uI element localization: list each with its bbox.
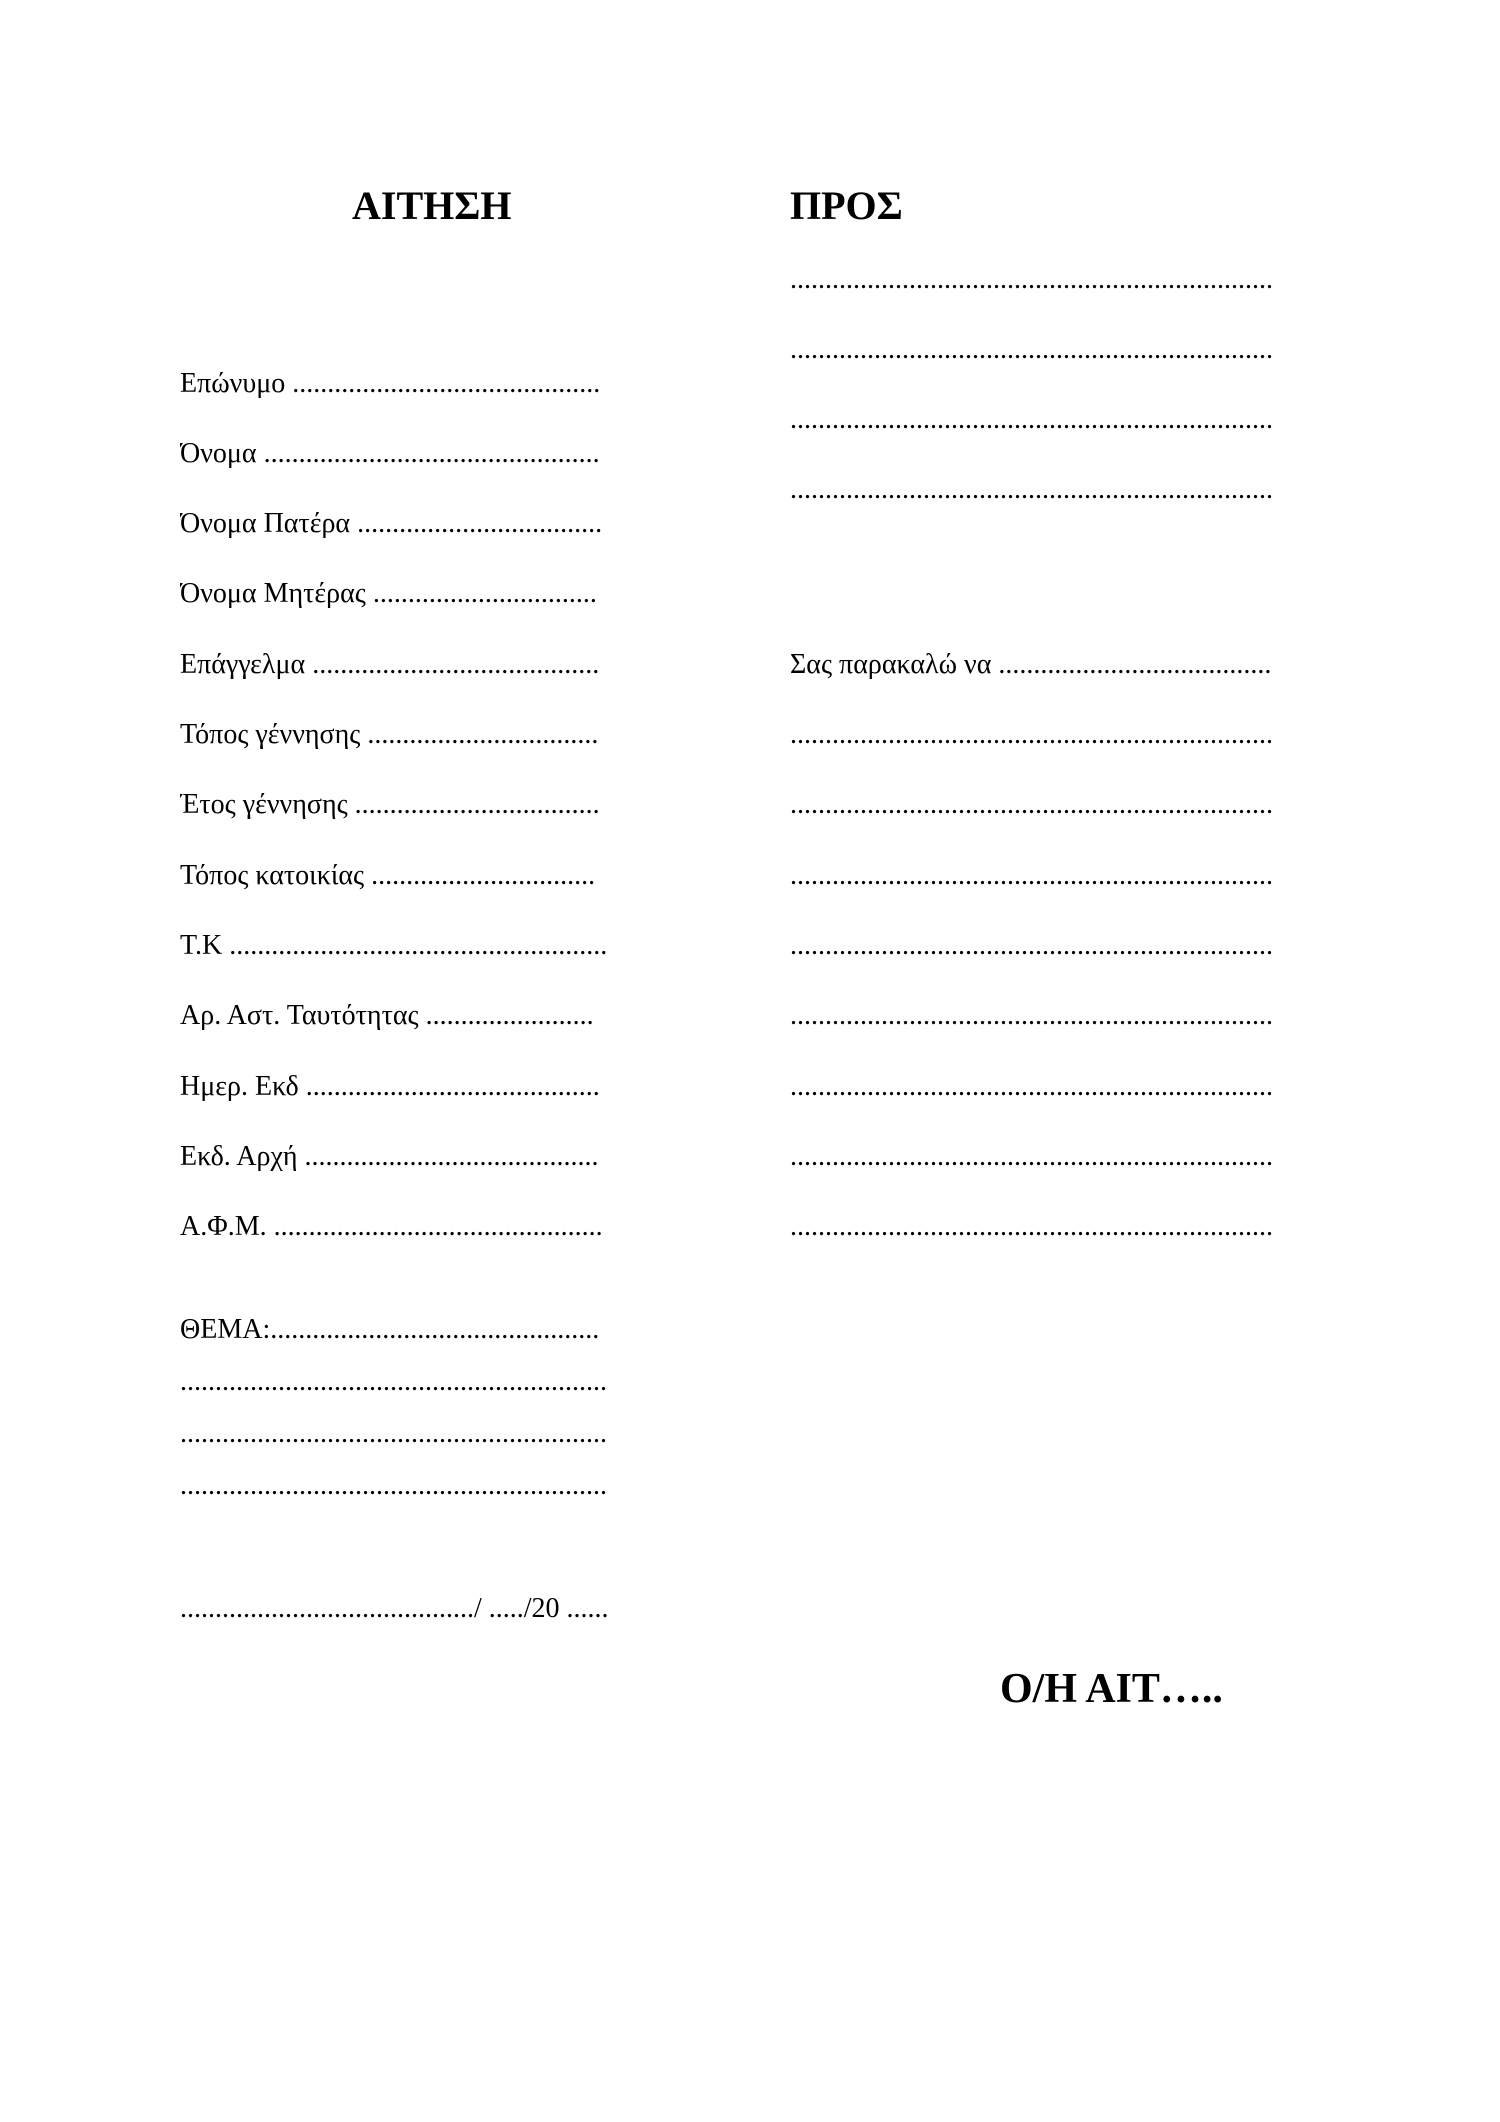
residence-field[interactable]: Τόπος κατοικίας ................................ bbox=[180, 862, 596, 890]
request-line[interactable]: ..................................................................... bbox=[790, 1002, 1273, 1030]
tax-id-field[interactable]: Α.Φ.Μ. ............................................... bbox=[180, 1213, 603, 1241]
issuing-authority-field[interactable]: Εκδ. Αρχή .......................................... bbox=[180, 1143, 599, 1171]
request-line[interactable]: ..................................................................... bbox=[790, 1073, 1273, 1101]
request-line[interactable]: ..................................................................... bbox=[790, 791, 1273, 819]
birthplace-field[interactable]: Τόπος γέννησης ................................. bbox=[180, 721, 599, 749]
mother-name-field[interactable]: Όνομα Μητέρας ................................ bbox=[180, 580, 597, 608]
subject-line[interactable]: ............................................................. bbox=[180, 1472, 607, 1500]
recipient-title: ΠΡΟΣ bbox=[790, 183, 903, 228]
request-line[interactable]: ..................................................................... bbox=[790, 721, 1273, 749]
subject-line[interactable]: ............................................................. bbox=[180, 1420, 607, 1448]
recipient-line[interactable]: ..................................................................... bbox=[790, 476, 1273, 504]
recipient-line[interactable]: ..................................................................... bbox=[790, 266, 1273, 294]
profession-field[interactable]: Επάγγελμα ......................................... bbox=[180, 651, 600, 679]
issue-date-field[interactable]: Ημερ. Εκδ .......................................... bbox=[180, 1073, 600, 1101]
postal-code-field[interactable]: Τ.Κ ...................................................... bbox=[180, 932, 608, 960]
father-name-field[interactable]: Όνομα Πατέρα ................................... bbox=[180, 510, 603, 538]
request-line[interactable]: ..................................................................... bbox=[790, 862, 1273, 890]
application-title: ΑΙΤΗΣΗ bbox=[352, 183, 512, 228]
subject-field[interactable]: ΘΕΜΑ:............................................... bbox=[180, 1316, 600, 1344]
recipient-line[interactable]: ..................................................................... bbox=[790, 406, 1273, 434]
birth-year-field[interactable]: Έτος γέννησης ................................... bbox=[180, 791, 600, 819]
request-line[interactable]: ..................................................................... bbox=[790, 932, 1273, 960]
request-line[interactable]: ..................................................................... bbox=[790, 1143, 1273, 1171]
request-line[interactable]: ..................................................................... bbox=[790, 1213, 1273, 1241]
date-field[interactable]: ........................................../ ...../20 ...... bbox=[180, 1595, 609, 1623]
id-number-field[interactable]: Αρ. Αστ. Ταυτότητας ........................ bbox=[180, 1002, 594, 1030]
request-field[interactable]: Σας παρακαλώ να ....................................... bbox=[790, 651, 1272, 679]
recipient-line[interactable]: ..................................................................... bbox=[790, 336, 1273, 364]
surname-field[interactable]: Επώνυμο ............................................ bbox=[180, 370, 601, 398]
first-name-field[interactable]: Όνομα ................................................ bbox=[180, 440, 600, 468]
subject-line[interactable]: ............................................................. bbox=[180, 1368, 607, 1396]
signature-label: Ο/Η ΑΙΤ….. bbox=[1000, 1666, 1223, 1712]
